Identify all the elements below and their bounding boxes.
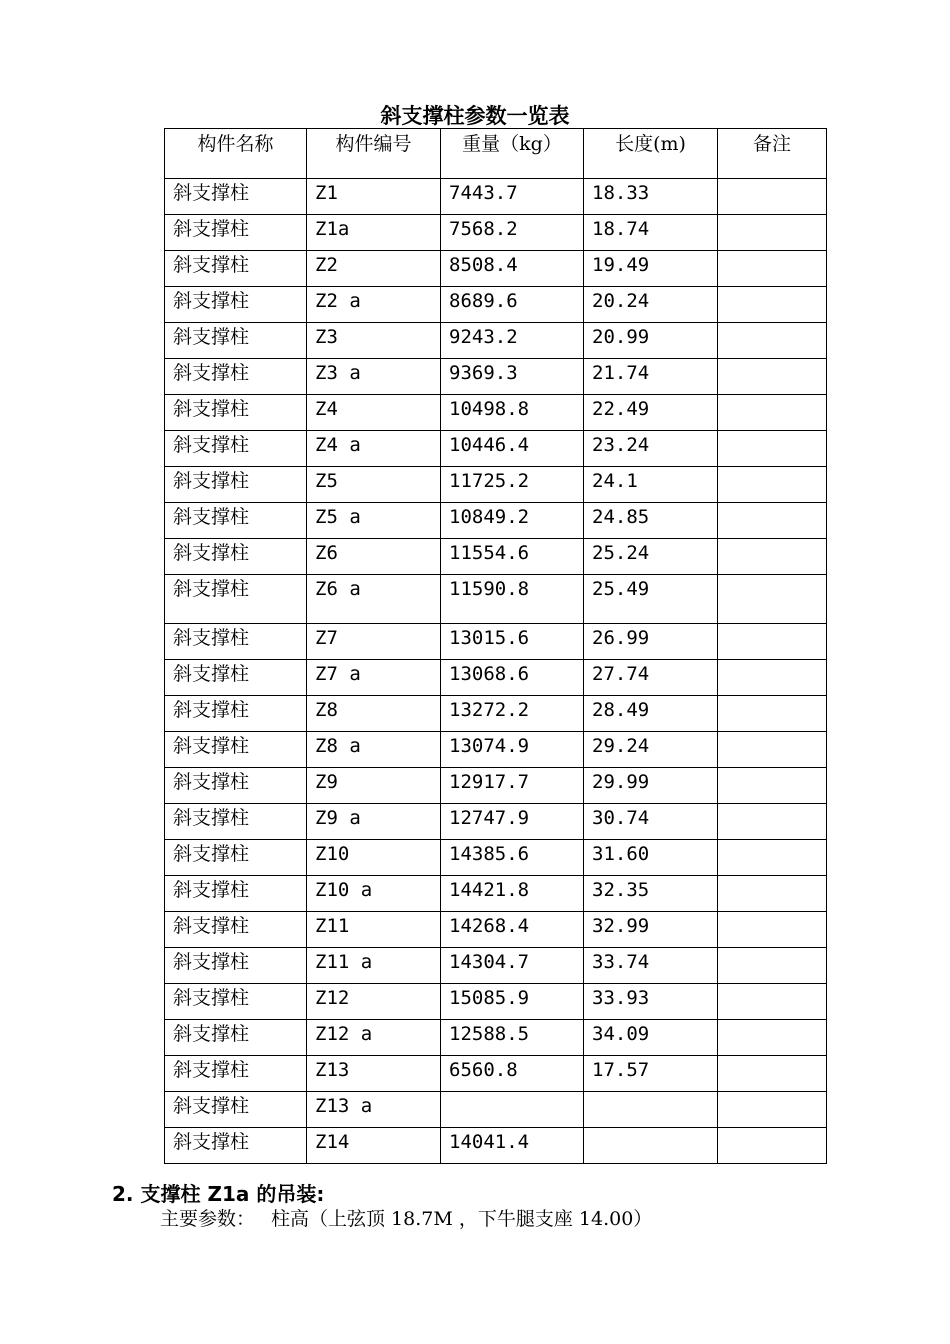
cell-note — [718, 840, 827, 876]
cell-name: 斜支撑柱 — [165, 251, 307, 287]
cell-code: Z1a — [307, 215, 441, 251]
cell-weight: 14385.6 — [441, 840, 584, 876]
cell-weight: 11554.6 — [441, 539, 584, 575]
cell-weight: 10446.4 — [441, 431, 584, 467]
cell-code: Z12 a — [307, 1020, 441, 1056]
cell-length: 31.60 — [584, 840, 718, 876]
table-row — [165, 840, 827, 876]
cell-note — [718, 1092, 827, 1128]
table-row — [165, 804, 827, 840]
cell-code: Z10 — [307, 840, 441, 876]
table-row — [165, 1020, 827, 1056]
cell-weight: 7568.2 — [441, 215, 584, 251]
table-row — [165, 948, 827, 984]
cell-length: 29.24 — [584, 732, 718, 768]
cell-note — [718, 984, 827, 1020]
cell-code: Z12 — [307, 984, 441, 1020]
cell-weight: 9369.3 — [441, 359, 584, 395]
cell-note — [718, 1020, 827, 1056]
section-detail: 柱高（上弦顶 18.7M ，下牛腿支座 14.00） — [271, 1208, 653, 1230]
cell-note — [718, 732, 827, 768]
table-row — [165, 287, 827, 323]
cell-length: 24.1 — [584, 467, 718, 503]
cell-length: 33.74 — [584, 948, 718, 984]
cell-name: 斜支撑柱 — [165, 768, 307, 804]
cell-code: Z8 — [307, 696, 441, 732]
cell-name: 斜支撑柱 — [165, 660, 307, 696]
cell-note — [718, 179, 827, 215]
cell-name: 斜支撑柱 — [165, 948, 307, 984]
table-row — [165, 696, 827, 732]
cell-code: Z2 a — [307, 287, 441, 323]
cell-code: Z4 a — [307, 431, 441, 467]
cell-code: Z6 a — [307, 575, 441, 624]
table-header-row — [165, 129, 827, 179]
cell-note — [718, 359, 827, 395]
cell-length: 20.24 — [584, 287, 718, 323]
cell-code: Z1 — [307, 179, 441, 215]
cell-code: Z13 a — [307, 1092, 441, 1128]
cell-length: 33.93 — [584, 984, 718, 1020]
cell-name: 斜支撑柱 — [165, 840, 307, 876]
cell-name: 斜支撑柱 — [165, 359, 307, 395]
cell-length — [584, 1092, 718, 1128]
cell-code: Z7 a — [307, 660, 441, 696]
header-name: 构件名称 — [165, 129, 307, 179]
cell-note — [718, 912, 827, 948]
cell-weight: 10498.8 — [441, 395, 584, 431]
cell-code: Z7 — [307, 624, 441, 660]
cell-note — [718, 1128, 827, 1164]
table-row — [165, 467, 827, 503]
table-row — [165, 1128, 827, 1164]
cell-weight: 10849.2 — [441, 503, 584, 539]
page-title: 斜支撑柱参数一览表 — [380, 104, 570, 128]
cell-note — [718, 804, 827, 840]
section-label: 主要参数： — [160, 1208, 256, 1230]
cell-name: 斜支撑柱 — [165, 1020, 307, 1056]
cell-note — [718, 660, 827, 696]
cell-length: 25.49 — [584, 575, 718, 624]
cell-note — [718, 539, 827, 575]
cell-name: 斜支撑柱 — [165, 984, 307, 1020]
cell-length: 34.09 — [584, 1020, 718, 1056]
table-row — [165, 503, 827, 539]
cell-note — [718, 215, 827, 251]
cell-code: Z11 a — [307, 948, 441, 984]
cell-name: 斜支撑柱 — [165, 696, 307, 732]
table-row — [165, 323, 827, 359]
cell-length: 25.24 — [584, 539, 718, 575]
cell-weight: 13068.6 — [441, 660, 584, 696]
cell-length: 18.33 — [584, 179, 718, 215]
table-row — [165, 431, 827, 467]
cell-code: Z2 — [307, 251, 441, 287]
cell-name: 斜支撑柱 — [165, 1092, 307, 1128]
parameter-table — [164, 128, 827, 1164]
cell-note — [718, 287, 827, 323]
cell-code: Z11 — [307, 912, 441, 948]
cell-length: 21.74 — [584, 359, 718, 395]
cell-weight: 14304.7 — [441, 948, 584, 984]
cell-weight: 7443.7 — [441, 179, 584, 215]
table-row — [165, 251, 827, 287]
cell-note — [718, 948, 827, 984]
cell-name: 斜支撑柱 — [165, 323, 307, 359]
table-row — [165, 215, 827, 251]
cell-weight — [441, 1092, 584, 1128]
cell-note — [718, 323, 827, 359]
cell-length: 20.99 — [584, 323, 718, 359]
header-code: 构件编号 — [307, 129, 441, 179]
cell-note — [718, 768, 827, 804]
cell-name: 斜支撑柱 — [165, 1056, 307, 1092]
section-body — [160, 1205, 652, 1233]
table-row — [165, 359, 827, 395]
cell-code: Z13 — [307, 1056, 441, 1092]
cell-name: 斜支撑柱 — [165, 912, 307, 948]
cell-length: 32.35 — [584, 876, 718, 912]
cell-length: 29.99 — [584, 768, 718, 804]
cell-note — [718, 575, 827, 624]
cell-weight: 11590.8 — [441, 575, 584, 624]
cell-code: Z4 — [307, 395, 441, 431]
cell-weight: 13272.2 — [441, 696, 584, 732]
cell-note — [718, 876, 827, 912]
cell-name: 斜支撑柱 — [165, 804, 307, 840]
cell-name: 斜支撑柱 — [165, 431, 307, 467]
cell-length: 17.57 — [584, 1056, 718, 1092]
table-body — [165, 179, 827, 1164]
cell-code: Z9 a — [307, 804, 441, 840]
cell-weight: 8508.4 — [441, 251, 584, 287]
table-row — [165, 768, 827, 804]
cell-weight: 14421.8 — [441, 876, 584, 912]
table-row — [165, 539, 827, 575]
cell-weight: 15085.9 — [441, 984, 584, 1020]
table-row — [165, 912, 827, 948]
cell-length: 32.99 — [584, 912, 718, 948]
cell-code: Z5 a — [307, 503, 441, 539]
cell-weight: 14041.4 — [441, 1128, 584, 1164]
cell-length: 18.74 — [584, 215, 718, 251]
cell-name: 斜支撑柱 — [165, 467, 307, 503]
cell-length: 30.74 — [584, 804, 718, 840]
cell-name: 斜支撑柱 — [165, 575, 307, 624]
cell-code: Z8 a — [307, 732, 441, 768]
cell-code: Z9 — [307, 768, 441, 804]
cell-name: 斜支撑柱 — [165, 539, 307, 575]
table-row — [165, 1092, 827, 1128]
cell-length: 27.74 — [584, 660, 718, 696]
cell-length: 19.49 — [584, 251, 718, 287]
cell-weight: 12588.5 — [441, 1020, 584, 1056]
cell-name: 斜支撑柱 — [165, 876, 307, 912]
cell-length — [584, 1128, 718, 1164]
table-row — [165, 395, 827, 431]
cell-note — [718, 251, 827, 287]
cell-name: 斜支撑柱 — [165, 287, 307, 323]
cell-weight: 8689.6 — [441, 287, 584, 323]
cell-weight: 12747.9 — [441, 804, 584, 840]
cell-name: 斜支撑柱 — [165, 503, 307, 539]
cell-weight: 13015.6 — [441, 624, 584, 660]
cell-name: 斜支撑柱 — [165, 732, 307, 768]
cell-name: 斜支撑柱 — [165, 215, 307, 251]
table-row — [165, 984, 827, 1020]
cell-length: 28.49 — [584, 696, 718, 732]
cell-weight: 11725.2 — [441, 467, 584, 503]
table-row — [165, 575, 827, 624]
cell-note — [718, 1056, 827, 1092]
cell-note — [718, 395, 827, 431]
cell-code: Z14 — [307, 1128, 441, 1164]
table-row — [165, 1056, 827, 1092]
cell-length: 23.24 — [584, 431, 718, 467]
cell-note — [718, 467, 827, 503]
cell-code: Z10 a — [307, 876, 441, 912]
section-heading: 2. 支撑柱 Z1a 的吊装: — [112, 1182, 325, 1206]
cell-weight: 6560.8 — [441, 1056, 584, 1092]
cell-weight: 13074.9 — [441, 732, 584, 768]
cell-code: Z3 — [307, 323, 441, 359]
table-row — [165, 660, 827, 696]
header-note: 备注 — [718, 129, 827, 179]
cell-length: 24.85 — [584, 503, 718, 539]
table-row — [165, 179, 827, 215]
cell-length: 22.49 — [584, 395, 718, 431]
cell-name: 斜支撑柱 — [165, 1128, 307, 1164]
cell-name: 斜支撑柱 — [165, 395, 307, 431]
cell-weight: 9243.2 — [441, 323, 584, 359]
cell-note — [718, 431, 827, 467]
cell-weight: 14268.4 — [441, 912, 584, 948]
cell-length: 26.99 — [584, 624, 718, 660]
cell-weight: 12917.7 — [441, 768, 584, 804]
header-length: 长度(m) — [584, 129, 718, 179]
cell-note — [718, 624, 827, 660]
cell-code: Z6 — [307, 539, 441, 575]
cell-code: Z5 — [307, 467, 441, 503]
cell-note — [718, 696, 827, 732]
cell-code: Z3 a — [307, 359, 441, 395]
table-row — [165, 732, 827, 768]
cell-name: 斜支撑柱 — [165, 624, 307, 660]
cell-note — [718, 503, 827, 539]
header-weight: 重量（kg） — [441, 129, 584, 179]
table-row — [165, 876, 827, 912]
table-row — [165, 624, 827, 660]
cell-name: 斜支撑柱 — [165, 179, 307, 215]
